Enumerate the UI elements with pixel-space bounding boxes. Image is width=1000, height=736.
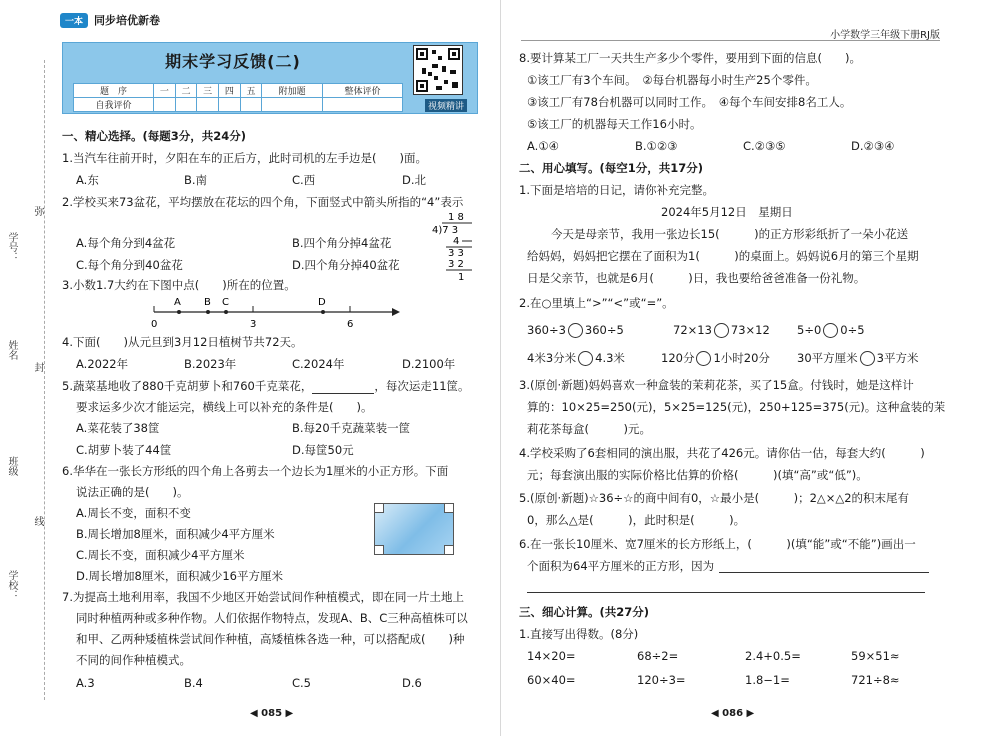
calc-item[interactable]: 14×20= [527, 649, 576, 663]
division-step: 3 2 [448, 259, 464, 270]
q8-option[interactable]: B.①②③ [635, 139, 678, 153]
q2-option[interactable]: B.四个角分掉4盆花 [292, 236, 392, 250]
q5-option[interactable]: B.每20千克蔬菜装一筐 [292, 421, 411, 435]
diary-date: 2024年5月12日 星期日 [661, 205, 793, 219]
compare-circle[interactable] [696, 351, 711, 366]
point-label-d: D [318, 297, 326, 308]
margin-mi: 弥 [32, 206, 43, 216]
q6-option[interactable]: A.周长不变，面积不变 [76, 506, 191, 520]
score-header-cell: 题 序 [74, 84, 154, 98]
f5-line: 0，那么△是( )，此时积是( )。 [527, 513, 746, 527]
compare-right: 1小时20分 [713, 351, 770, 365]
calc-item[interactable]: 68÷2= [637, 649, 679, 663]
score-cell[interactable] [262, 98, 323, 112]
q5-text-a: 5.蔬菜基地收了880千克胡萝卜和760千克菜花， [62, 379, 313, 393]
tick-label: 3 [250, 319, 257, 330]
compare-item [661, 350, 770, 366]
diary-line: 日是父亲节，也就是6月( )日，我也要给爸爸准备一份礼物。 [527, 271, 866, 285]
q2-option[interactable]: C.每个角分到40盆花 [76, 258, 183, 272]
division-divisor-dividend: 4)7 3 [432, 225, 459, 236]
q7-option[interactable]: B.4 [184, 676, 203, 690]
calc-item[interactable]: 59×51≈ [851, 649, 900, 663]
q7-line: 7.为提高土地利用率，我国不少地区开始尝试间作种植模式，即在同一片土地上 [62, 590, 464, 604]
score-header-cell: 一 [154, 84, 176, 98]
compare-circle[interactable] [823, 323, 838, 338]
q8-stem: 8.要计算某工厂一天共生产多少个零件，要用到下面的信息( )。 [519, 51, 861, 65]
compare-left: 4米3分米 [527, 351, 577, 365]
compare-right: 360÷5 [584, 323, 624, 337]
margin-class: 班级 [6, 456, 17, 476]
q8-option[interactable]: D.②③④ [851, 139, 895, 153]
f4-line: 元；每套演出服的实际价格比估算的价格( )(填“高”或“低”)。 [527, 468, 868, 482]
q1-option[interactable]: A.东 [76, 173, 99, 187]
f3-line: 3.(原创·新题)妈妈喜欢一种盒装的茉莉花茶，买了15盒。付钱时，她是这样计 [519, 378, 914, 392]
compare-left: 5÷0 [797, 323, 822, 337]
q6-stem: 6.华华在一张长方形纸的四个角上各剪去一个边长为1厘米的小正方形。下面 [62, 464, 449, 478]
calc-item[interactable]: 120÷3= [637, 673, 686, 687]
page-number-right: ◀ 086 ▶ [711, 708, 755, 719]
diary-line: 今天是母亲节，我用一张边长15( )的正方形彩纸折了一朵小花送 [551, 227, 909, 241]
q4-option[interactable]: A.2022年 [76, 357, 129, 371]
header-divider [521, 40, 940, 41]
calc-item[interactable]: 2.4+0.5= [745, 649, 801, 663]
cut-line [44, 60, 45, 700]
q2-stem: 2.学校买来73盆花，平均摆放在花坛的四个角，下面竖式中箭头所指的“4”表示 [62, 195, 464, 209]
compare-circle[interactable] [860, 351, 875, 366]
q7-line: 不同的间作种植模式。 [76, 653, 191, 667]
score-header-cell: 三 [197, 84, 219, 98]
compare-left: 30平方厘米 [797, 351, 858, 365]
compare-circle[interactable] [578, 351, 593, 366]
compare-right: 73×12 [730, 323, 770, 337]
compare-right: 4.3米 [595, 351, 625, 365]
f2-stem: 2.在○里填上“>”“<”或“=”。 [519, 296, 674, 310]
qr-code[interactable] [413, 45, 463, 95]
q7-option[interactable]: D.6 [402, 676, 422, 690]
q5-stem [62, 378, 470, 394]
number-line [140, 296, 400, 332]
q8-info: ⑤该工厂的机器每天工作16小时。 [527, 117, 702, 131]
compare-item [797, 322, 865, 338]
compare-circle[interactable] [568, 323, 583, 338]
compare-item [797, 350, 918, 366]
score-header-cell: 四 [219, 84, 241, 98]
q7-option[interactable]: A.3 [76, 676, 95, 690]
division-quotient: 1 8 [448, 212, 464, 223]
q5-option[interactable]: A.菜花装了38筐 [76, 421, 160, 435]
right-page [500, 0, 1000, 736]
q4-option[interactable]: C.2024年 [292, 357, 345, 371]
q4-stem: 4.下面( )从元旦到3月12日植树节共72天。 [62, 335, 303, 349]
q7-line: 同时种植两种或多种作物。人们依据作物特点，发现A、B、C三种高植株可以 [76, 611, 468, 625]
paper-cut-figure [374, 503, 454, 555]
point-label-c: C [222, 297, 229, 308]
score-cell[interactable] [240, 98, 262, 112]
score-cell[interactable] [322, 98, 402, 112]
calc-item[interactable]: 60×40= [527, 673, 576, 687]
f3-line: 莉花茶每盒( )元。 [527, 422, 651, 436]
f3-line: 算的：10×25=250(元)，5×25=125(元)，250+125=375(元)。这种盒装的茉 [527, 400, 946, 414]
f4-line: 4.学校采购了6套相同的演出服，共花了426元。请你估一估，每套大约( ) [519, 446, 925, 460]
series-name: 同步培优新卷 [94, 14, 161, 27]
margin-school: 学校： [6, 570, 17, 600]
q1-stem: 1.当汽车往前开时，夕阳在车的正后方，此时司机的左手边是( )面。 [62, 151, 427, 165]
score-header-cell: 二 [175, 84, 197, 98]
f6-line: 6.在一张长10厘米、宽7厘米的长方形纸上，( )(填“能”或“不能”)画出一 [519, 537, 916, 551]
q8-info: ③该工厂有78台机器可以同时工作。 ④每个车间安排8名工人。 [527, 95, 852, 109]
c1-stem: 1.直接写出得数。(8分) [519, 627, 639, 641]
margin-feng: 封 [32, 362, 43, 372]
tick-label: 0 [151, 319, 158, 330]
q8-option[interactable]: A.①④ [527, 139, 559, 153]
f6-answer-line[interactable] [719, 572, 929, 573]
q1-option[interactable]: C.西 [292, 173, 316, 187]
section-2-heading: 二、用心填写。(每空1分，共17分) [519, 161, 704, 175]
margin-xian: 线 [32, 516, 43, 526]
margin-id: 学号： [6, 232, 17, 262]
score-cell[interactable] [197, 98, 219, 112]
q6-option[interactable]: D.周长增加8厘米，面积减少16平方厘米 [76, 569, 283, 583]
division-arrow-digit: 4 [453, 236, 460, 247]
division-step: 3 3 [448, 248, 464, 259]
f6-line: 个面积为64平方厘米的正方形，因为 [527, 559, 715, 573]
q2-option[interactable]: D.四个角分掉40盆花 [292, 258, 400, 272]
binding-margin [0, 0, 48, 736]
q2-option[interactable]: A.每个角分到4盆花 [76, 236, 176, 250]
series-logo: 一本 [60, 13, 88, 28]
calc-item[interactable]: 1.8−1= [745, 673, 790, 687]
q5-text-b: ，每次运走11筐。 [374, 379, 470, 393]
score-cell[interactable] [154, 98, 176, 112]
q5-blank[interactable] [312, 393, 374, 394]
tick-label: 6 [347, 319, 354, 330]
series-tag [60, 12, 160, 28]
q3-stem: 3.小数1.7大约在下图中点( )所在的位置。 [62, 278, 296, 292]
section-1-heading: 一、精心选择。(每题3分，共24分) [62, 129, 247, 143]
q7-line: 和甲、乙两种矮植株尝试间作种植，高矮植株各选一种，可以搭配成( )种 [76, 632, 465, 646]
q5-option[interactable]: C.胡萝卜装了44筐 [76, 443, 172, 457]
page-title: 期末学习反馈(二) [165, 52, 301, 71]
long-division-figure [428, 210, 474, 284]
score-header-cell: 附加题 [262, 84, 323, 98]
compare-item [527, 350, 625, 366]
point-label-a: A [174, 297, 181, 308]
q6-option[interactable]: B.周长增加8厘米，面积减少4平方厘米 [76, 527, 275, 541]
q8-info: ①该工厂有3个车间。 ②每台机器每小时生产25个零件。 [527, 73, 817, 87]
page-number-left: ◀ 085 ▶ [250, 708, 294, 719]
score-cell[interactable] [175, 98, 197, 112]
qr-label: 视频精讲 [425, 99, 467, 112]
compare-right: 0÷5 [840, 323, 865, 337]
f1-stem: 1.下面是培培的日记，请你补充完整。 [519, 183, 714, 197]
q6-option[interactable]: C.周长不变，面积减少4平方厘米 [76, 548, 245, 562]
margin-name: 姓名 [6, 340, 17, 360]
score-row-label: 自我评价 [74, 98, 154, 112]
calc-item[interactable]: 721÷8≈ [851, 673, 900, 687]
score-table [73, 83, 403, 112]
compare-right: 3平方米 [876, 351, 919, 365]
q1-option[interactable]: B.南 [184, 173, 208, 187]
q4-option[interactable]: D.2100年 [402, 357, 456, 371]
compare-circle[interactable] [714, 323, 729, 338]
compare-left: 360÷3 [527, 323, 566, 337]
qr-icon [414, 46, 462, 94]
q4-option[interactable]: B.2023年 [184, 357, 237, 371]
score-cell[interactable] [219, 98, 241, 112]
compare-left: 120分 [661, 351, 695, 365]
q5-option[interactable]: D.每筐50元 [292, 443, 354, 457]
point-label-b: B [204, 297, 211, 308]
score-header-cell: 五 [240, 84, 262, 98]
section-3-heading: 三、细心计算。(共27分) [519, 605, 650, 619]
q7-option[interactable]: C.5 [292, 676, 312, 690]
compare-item [673, 322, 770, 338]
title-block [62, 42, 478, 114]
book-header: 小学数学三年级下册RJ版 [830, 30, 940, 41]
q5-stem-2: 要求运多少次才能运完，横线上可以补充的条件是( )。 [76, 400, 373, 414]
score-header-cell: 整体评价 [322, 84, 402, 98]
q1-option[interactable]: D.北 [402, 173, 427, 187]
division-remainder: 1 [458, 272, 465, 283]
diary-line: 给妈妈，妈妈把它摆在了面积为1( )的桌面上。妈妈说6月的第三个星期 [527, 249, 919, 263]
f5-line: 5.(原创·新题)☆36÷☆的商中间有0，☆最小是( )；2△×△2的积末尾有 [519, 491, 910, 505]
compare-left: 72×13 [673, 323, 712, 337]
q6-stem-2: 说法正确的是( )。 [76, 485, 189, 499]
compare-item [527, 322, 624, 338]
f6-answer-line[interactable] [527, 592, 925, 593]
q8-option[interactable]: C.②③⑤ [743, 139, 786, 153]
